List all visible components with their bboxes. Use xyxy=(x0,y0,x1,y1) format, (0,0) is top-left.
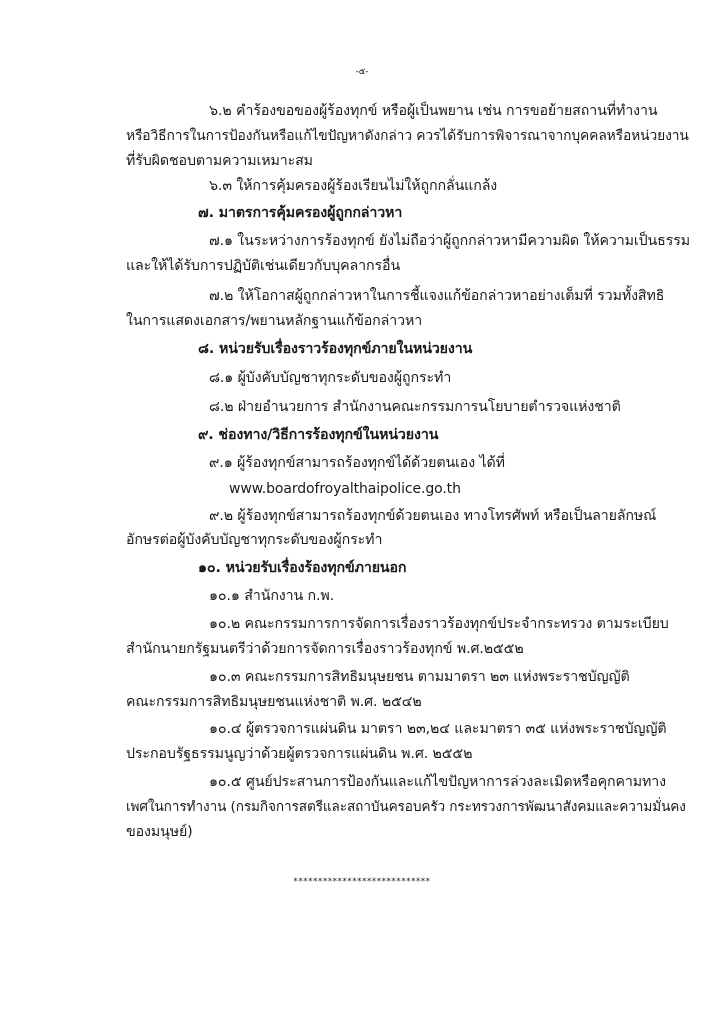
paragraph-7-2-line-1: ๗.๒ ให้โอกาสผู้ถูกกล่าวหาในการชี้แจงแก้ข้อกล่าวหาอย่างเต็มที่ รวมทั้งสิทธิ xyxy=(209,288,665,304)
paragraph-6-3: ๖.๓ ให้การคุ้มครองผู้ร้องเรียนไม่ให้ถูกกลั่นแกล้ง xyxy=(209,178,498,194)
paragraph-7-1-line-1: ๗.๑ ในระหว่างการร้องทุกข์ ยังไม่ถือว่าผู้ถูกกล่าวหามีความผิด ให้ความเป็นธรรม xyxy=(209,233,690,249)
paragraph-10-2-line-2: สำนักนายกรัฐมนตรีว่าด้วยการจัดการเรื่องราวร้องทุกข์ พ.ศ.๒๕๕๒ xyxy=(126,641,524,657)
paragraph-7-2-line-2: ในการแสดงเอกสาร/พยานหลักฐานแก้ข้อกล่าวหา xyxy=(126,313,423,329)
complaint-website-link[interactable]: www.boardofroyalthaipolice.go.th xyxy=(229,481,461,497)
heading-section-7: ๗. มาตรการคุ้มครองผู้ถูกกล่าวหา xyxy=(198,205,403,221)
page-number: -๕- xyxy=(355,67,369,77)
paragraph-10-4-line-1: ๑๐.๔ ผู้ตรวจการแผ่นดิน มาตรา ๒๓,๒๔ และมาตรา ๓๕ แห่งพระราชบัญญัติ xyxy=(209,721,667,737)
paragraph-9-1: ๙.๑ ผู้ร้องทุกข์สามารถร้องทุกข์ได้ด้วยตนเอง ได้ที่ xyxy=(209,455,505,471)
heading-section-9: ๙. ช่องทาง/วิธีการร้องทุกข์ในหน่วยงาน xyxy=(198,427,439,443)
heading-section-8: ๘. หน่วยรับเรื่องราวร้องทุกข์ภายในหน่วยงาน xyxy=(198,341,473,357)
paragraph-10-5-line-2: เพศในการทำงาน (กรมกิจการสตรีและสถาบันครอบครัว กระทรวงการพัฒนาสังคมและความมั่นคง xyxy=(126,799,686,815)
paragraph-10-3-line-1: ๑๐.๓ คณะกรรมการสิทธิมนุษยชน ตามมาตรา ๒๓ แห่งพระราชบัญญัติ xyxy=(209,669,630,685)
paragraph-9-2-line-2: อักษรต่อผู้บังคับบัญชาทุกระดับของผู้กระทำ xyxy=(126,532,383,548)
paragraph-6-2-line-1: ๖.๒ คำร้องขอของผู้ร้องทุกข์ หรือผู้เป็นพยาน เช่น การขอย้ายสถานที่ทำงาน xyxy=(209,103,658,119)
end-of-document-marker: **************************** xyxy=(293,877,431,887)
paragraph-8-1: ๘.๑ ผู้บังคับบัญชาทุกระดับของผู้ถูกระทำ xyxy=(209,370,452,386)
paragraph-6-2-line-3: ที่รับผิดชอบตามความเหมาะสม xyxy=(126,153,313,169)
paragraph-10-3-line-2: คณะกรรมการสิทธิมนุษยชนแห่งชาติ พ.ศ. ๒๕๔๒ xyxy=(126,694,422,710)
paragraph-10-1: ๑๐.๑ สำนักงาน ก.พ. xyxy=(209,588,335,604)
paragraph-10-5-line-3: ของมนุษย์) xyxy=(126,824,193,840)
paragraph-6-2-line-2: หรือวิธีการในการป้องกันหรือแก้ไขปัญหาดังกล่าว ควรได้รับการพิจารณาจากบุคคลหรือหน่วยงาน xyxy=(126,128,689,144)
paragraph-10-2-line-1: ๑๐.๒ คณะกรรมการการจัดการเรื่องราวร้องทุกข์ประจำกระทรวง ตามระเบียบ xyxy=(209,616,669,632)
heading-section-10: ๑๐. หน่วยรับเรื่องร้องทุกข์ภายนอก xyxy=(198,560,407,576)
paragraph-10-4-line-2: ประกอบรัฐธรรมนูญว่าด้วยผู้ตรวจการแผ่นดิน พ.ศ. ๒๕๕๒ xyxy=(126,746,473,762)
paragraph-7-1-line-2: และให้ได้รับการปฏิบัติเช่นเดียวกับบุคลากรอื่น xyxy=(126,258,401,274)
paragraph-10-5-line-1: ๑๐.๕ ศูนย์ประสานการป้องกันและแก้ไขปัญหาการล่วงละเมิดหรือคุกคามทาง xyxy=(209,774,666,790)
paragraph-9-2-line-1: ๙.๒ ผู้ร้องทุกข์สามารถร้องทุกข์ด้วยตนเอง ทางโทรศัพท์ หรือเป็นลายลักษณ์ xyxy=(209,508,657,524)
paragraph-8-2: ๘.๒ ฝ่ายอำนวยการ สำนักงานคณะกรรมการนโยบายตำรวจแห่งชาติ xyxy=(209,399,621,415)
